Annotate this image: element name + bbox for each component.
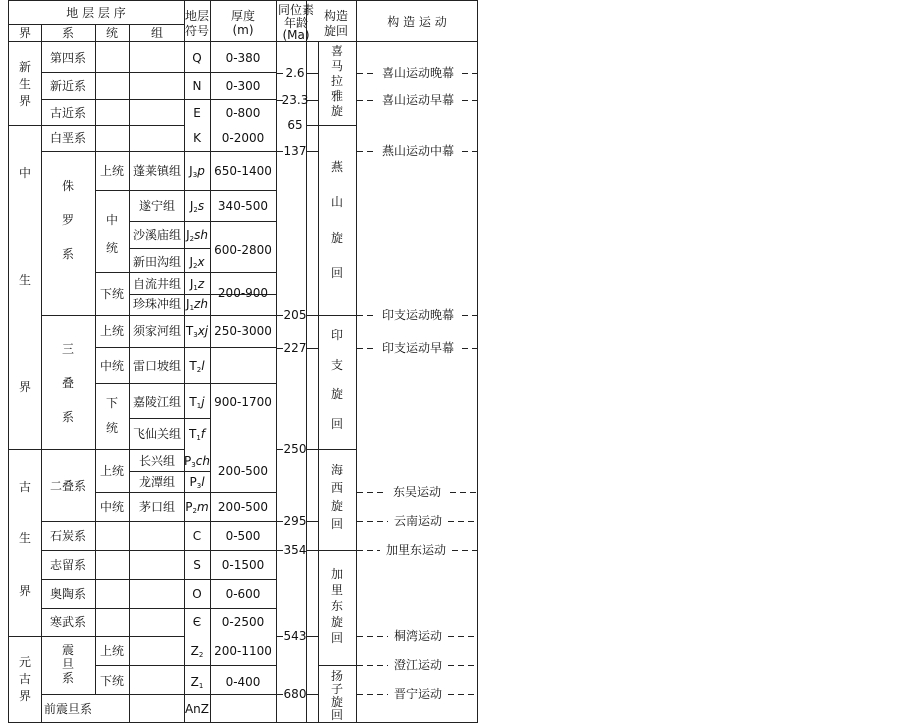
cycle-yangtze-4: 回 bbox=[330, 708, 344, 722]
thickness-s: 0-1500 bbox=[221, 558, 265, 572]
thickness-q: 0-380 bbox=[225, 51, 261, 65]
system-presinian: 前震旦系 bbox=[43, 702, 93, 716]
header-system: 系 bbox=[61, 26, 75, 40]
header-age-2: 年龄 bbox=[283, 16, 309, 30]
cycle-yangtze-2: 子 bbox=[330, 682, 344, 696]
cycle-indosinian-3: 旋 bbox=[330, 387, 344, 401]
cycle-indosinian-2: 支 bbox=[330, 358, 344, 372]
age-354: 354 bbox=[283, 543, 307, 557]
header-age-1: 同位素 bbox=[277, 3, 315, 17]
cycle-hercynian-3: 旋 bbox=[330, 499, 344, 513]
age-65: 65 bbox=[287, 118, 303, 132]
age-137: 137 bbox=[283, 144, 307, 158]
age-2-6: 2.6 bbox=[285, 66, 305, 80]
symbol-s: S bbox=[193, 558, 201, 572]
header-thickness-2: (m) bbox=[232, 23, 254, 37]
symbol-p2m: P2m bbox=[185, 500, 209, 515]
symbol-t2l: T2l bbox=[189, 359, 205, 374]
erathem-paleozoic-1: 古 bbox=[18, 480, 32, 494]
series-z-upper: 上统 bbox=[99, 644, 125, 658]
system-paleogene: 古近系 bbox=[49, 106, 87, 120]
thickness-cambrian: 0-2500 bbox=[221, 615, 265, 629]
system-cretaceous: 白垩系 bbox=[49, 131, 87, 145]
series-z-lower: 下统 bbox=[99, 674, 125, 688]
movement-yanshan-middle: 燕山运动中幕 bbox=[381, 144, 455, 158]
thickness-e: 0-800 bbox=[225, 106, 261, 120]
thickness-z1: 0-400 bbox=[225, 675, 261, 689]
symbol-j2sh: J2sh bbox=[186, 228, 208, 243]
thickness-c: 0-500 bbox=[225, 529, 261, 543]
movement-caledonian: 加里东运动 bbox=[385, 543, 447, 557]
formation-zhenzhuchong: 珍珠冲组 bbox=[132, 297, 182, 311]
system-permian: 二叠系 bbox=[49, 479, 87, 493]
header-cycle-2: 旋回 bbox=[323, 24, 349, 38]
header-sequence: 地 层 层 序 bbox=[66, 6, 126, 20]
cycle-yanshan-4: 回 bbox=[330, 266, 344, 280]
age-227: 227 bbox=[283, 341, 307, 355]
age-23-3: 23.3 bbox=[281, 93, 309, 107]
system-jurassic-2: 罗 bbox=[61, 213, 75, 227]
formation-maokou: 茅口组 bbox=[138, 500, 176, 514]
symbol-c: C bbox=[192, 529, 202, 543]
system-triassic-2: 叠 bbox=[61, 376, 75, 390]
erathem-mesozoic-3: 界 bbox=[18, 380, 32, 394]
erathem-cenozoic-1: 新 bbox=[18, 60, 32, 74]
symbol-j2x: J2x bbox=[189, 255, 205, 270]
header-symbol-1: 地层 bbox=[184, 9, 210, 23]
symbol-n: N bbox=[192, 79, 202, 93]
formation-xintiangou: 新田沟组 bbox=[132, 255, 182, 269]
series-j-upper: 上统 bbox=[99, 164, 125, 178]
cycle-caledonian-2: 里 bbox=[330, 583, 344, 597]
formation-changxing: 长兴组 bbox=[138, 454, 176, 468]
header-erathem: 界 bbox=[18, 26, 32, 40]
cycle-himalaya-4: 雅 bbox=[330, 89, 344, 103]
system-silurian: 志留系 bbox=[49, 558, 87, 572]
system-sinian-3: 系 bbox=[61, 671, 75, 685]
cycle-hercynian-4: 回 bbox=[330, 517, 344, 531]
erathem-cenozoic-2: 生 bbox=[18, 77, 32, 91]
erathem-cenozoic-3: 界 bbox=[18, 94, 32, 108]
system-jurassic-1: 侏 bbox=[61, 179, 75, 193]
system-ordovician: 奥陶系 bbox=[49, 587, 87, 601]
thickness-j2: 600-2800 bbox=[214, 243, 272, 257]
formation-feixianguan: 飞仙关组 bbox=[132, 427, 182, 441]
system-jurassic-3: 系 bbox=[61, 247, 75, 261]
erathem-mesozoic-1: 中 bbox=[18, 166, 32, 180]
system-sinian-1: 震 bbox=[61, 643, 75, 657]
thickness-t3: 250-3000 bbox=[214, 324, 272, 338]
thickness-j1: 200-900 bbox=[217, 286, 269, 300]
movement-himalaya-early: 喜山运动早幕 bbox=[381, 93, 455, 107]
age-680: 680 bbox=[283, 687, 307, 701]
movement-himalaya-late: 喜山运动晚幕 bbox=[381, 66, 455, 80]
thickness-j3p: 650-1400 bbox=[214, 164, 272, 178]
series-j-middle-1: 中 bbox=[105, 213, 119, 227]
movement-tongwan: 桐湾运动 bbox=[393, 629, 443, 643]
formation-longtan: 龙潭组 bbox=[138, 475, 176, 489]
system-cambrian: 寒武系 bbox=[49, 615, 87, 629]
formation-suining: 遂宁组 bbox=[138, 199, 176, 213]
symbol-j3p: J3p bbox=[189, 164, 205, 179]
cycle-hercynian-2: 西 bbox=[330, 481, 344, 495]
formation-shaximiao: 沙溪庙组 bbox=[132, 228, 182, 242]
cycle-caledonian-5: 回 bbox=[330, 631, 344, 645]
system-neogene: 新近系 bbox=[49, 79, 87, 93]
erathem-mesozoic-2: 生 bbox=[18, 273, 32, 287]
symbol-cambrian: Є bbox=[192, 615, 202, 629]
erathem-proterozoic-3: 界 bbox=[18, 689, 32, 703]
symbol-k: K bbox=[193, 131, 201, 145]
thickness-n: 0-300 bbox=[225, 79, 261, 93]
age-labels bbox=[282, 66, 309, 701]
erathem-proterozoic-2: 古 bbox=[18, 672, 32, 686]
formation-ziliujing: 自流井组 bbox=[132, 277, 182, 291]
symbol-z2: Z2 bbox=[190, 644, 204, 659]
series-p-upper: 上统 bbox=[99, 464, 125, 478]
header-series: 统 bbox=[105, 26, 119, 40]
header-movement: 构 造 运 动 bbox=[387, 15, 447, 29]
header-thickness-1: 厚度 bbox=[230, 9, 256, 23]
series-j-lower: 下统 bbox=[99, 287, 125, 301]
series-t-upper: 上统 bbox=[99, 324, 125, 338]
thickness-k: 0-2000 bbox=[221, 131, 265, 145]
movement-dongwu: 东吴运动 bbox=[392, 485, 442, 499]
thickness-labels bbox=[214, 51, 272, 689]
cycle-labels bbox=[331, 43, 344, 722]
movement-indosinian-late: 印支运动晚幕 bbox=[381, 308, 455, 322]
erathem-paleozoic-3: 界 bbox=[18, 584, 32, 598]
symbol-j1z: J1z bbox=[189, 277, 205, 292]
formation-penglaizhen: 蓬莱镇组 bbox=[132, 164, 182, 178]
symbol-p3ch: P3ch bbox=[184, 454, 210, 469]
symbol-z1: Z1 bbox=[190, 675, 204, 690]
symbol-t3xj: T3xj bbox=[185, 324, 209, 339]
thickness-o: 0-600 bbox=[225, 587, 261, 601]
series-labels bbox=[100, 163, 124, 688]
header-age-3: (Ma) bbox=[282, 28, 310, 42]
system-triassic-3: 系 bbox=[61, 410, 75, 424]
age-543: 543 bbox=[283, 629, 307, 643]
table-header bbox=[19, 2, 447, 42]
cycle-hercynian-1: 海 bbox=[330, 463, 344, 477]
cycle-yanshan-1: 燕 bbox=[330, 160, 344, 174]
series-t-lower-2: 统 bbox=[105, 421, 119, 435]
symbol-e: E bbox=[193, 106, 201, 120]
formation-labels bbox=[133, 163, 181, 514]
erathem-proterozoic-1: 元 bbox=[18, 655, 32, 669]
cycle-yangtze-1: 扬 bbox=[330, 669, 344, 683]
symbol-o: O bbox=[192, 587, 202, 601]
cycle-himalaya-5: 旋 bbox=[330, 104, 344, 118]
series-t-middle: 中统 bbox=[99, 359, 125, 373]
movement-chengjiang: 澄江运动 bbox=[393, 658, 443, 672]
movement-indosinian-early: 印支运动早幕 bbox=[381, 341, 455, 355]
system-labels bbox=[44, 51, 92, 716]
symbol-j1zh: J1zh bbox=[186, 297, 208, 312]
symbol-anz: AnZ bbox=[184, 702, 210, 716]
series-t-lower-1: 下 bbox=[105, 396, 119, 410]
header-formation: 组 bbox=[150, 26, 164, 40]
system-quaternary: 第四系 bbox=[49, 51, 87, 65]
cycle-yanshan-2: 山 bbox=[330, 195, 344, 209]
cycle-himalaya-1: 喜 bbox=[330, 44, 344, 58]
cycle-caledonian-4: 旋 bbox=[330, 615, 344, 629]
movement-labels bbox=[382, 65, 454, 701]
formation-jialingjiang: 嘉陵江组 bbox=[132, 395, 182, 409]
age-ticks bbox=[277, 74, 318, 695]
cycle-himalaya-2: 马 bbox=[330, 59, 344, 73]
symbol-p3l: P3l bbox=[189, 475, 205, 490]
age-295: 295 bbox=[283, 514, 307, 528]
thickness-j2s: 340-500 bbox=[217, 199, 269, 213]
thickness-t12: 900-1700 bbox=[214, 395, 272, 409]
cycle-indosinian-4: 回 bbox=[330, 417, 344, 431]
erathem-paleozoic-2: 生 bbox=[18, 531, 32, 545]
symbol-t1j: T1j bbox=[189, 395, 205, 410]
thickness-p3: 200-500 bbox=[217, 464, 269, 478]
system-sinian-2: 旦 bbox=[61, 657, 75, 671]
symbol-t1f: T1f bbox=[188, 427, 206, 442]
cycle-himalaya-3: 拉 bbox=[330, 74, 344, 88]
symbol-j2s: J2s bbox=[189, 199, 205, 214]
cycle-caledonian-3: 东 bbox=[330, 599, 344, 613]
system-triassic-1: 三 bbox=[61, 342, 75, 356]
cycle-caledonian-1: 加 bbox=[330, 567, 344, 581]
formation-xujiahe: 须家河组 bbox=[132, 324, 182, 338]
erathem-labels bbox=[19, 60, 31, 703]
header-cycle-1: 构造 bbox=[323, 9, 349, 23]
cycle-indosinian-1: 印 bbox=[330, 328, 344, 342]
series-j-middle-2: 统 bbox=[105, 241, 119, 255]
movement-jinning: 晋宁运动 bbox=[393, 687, 443, 701]
thickness-p2: 200-500 bbox=[217, 500, 269, 514]
system-carboniferous: 石炭系 bbox=[49, 529, 87, 543]
formation-leikoupo: 雷口坡组 bbox=[132, 359, 182, 373]
age-250: 250 bbox=[283, 442, 307, 456]
movement-yunnan: 云南运动 bbox=[393, 514, 443, 528]
cycle-yanshan-3: 旋 bbox=[330, 231, 344, 245]
header-symbol-2: 符号 bbox=[184, 24, 210, 38]
thickness-z2: 200-1100 bbox=[214, 644, 272, 658]
symbol-q: Q bbox=[192, 51, 202, 65]
movement-dashes bbox=[357, 74, 478, 695]
cycle-yangtze-3: 旋 bbox=[330, 695, 344, 709]
series-p-middle: 中统 bbox=[99, 500, 125, 514]
age-205: 205 bbox=[283, 308, 307, 322]
